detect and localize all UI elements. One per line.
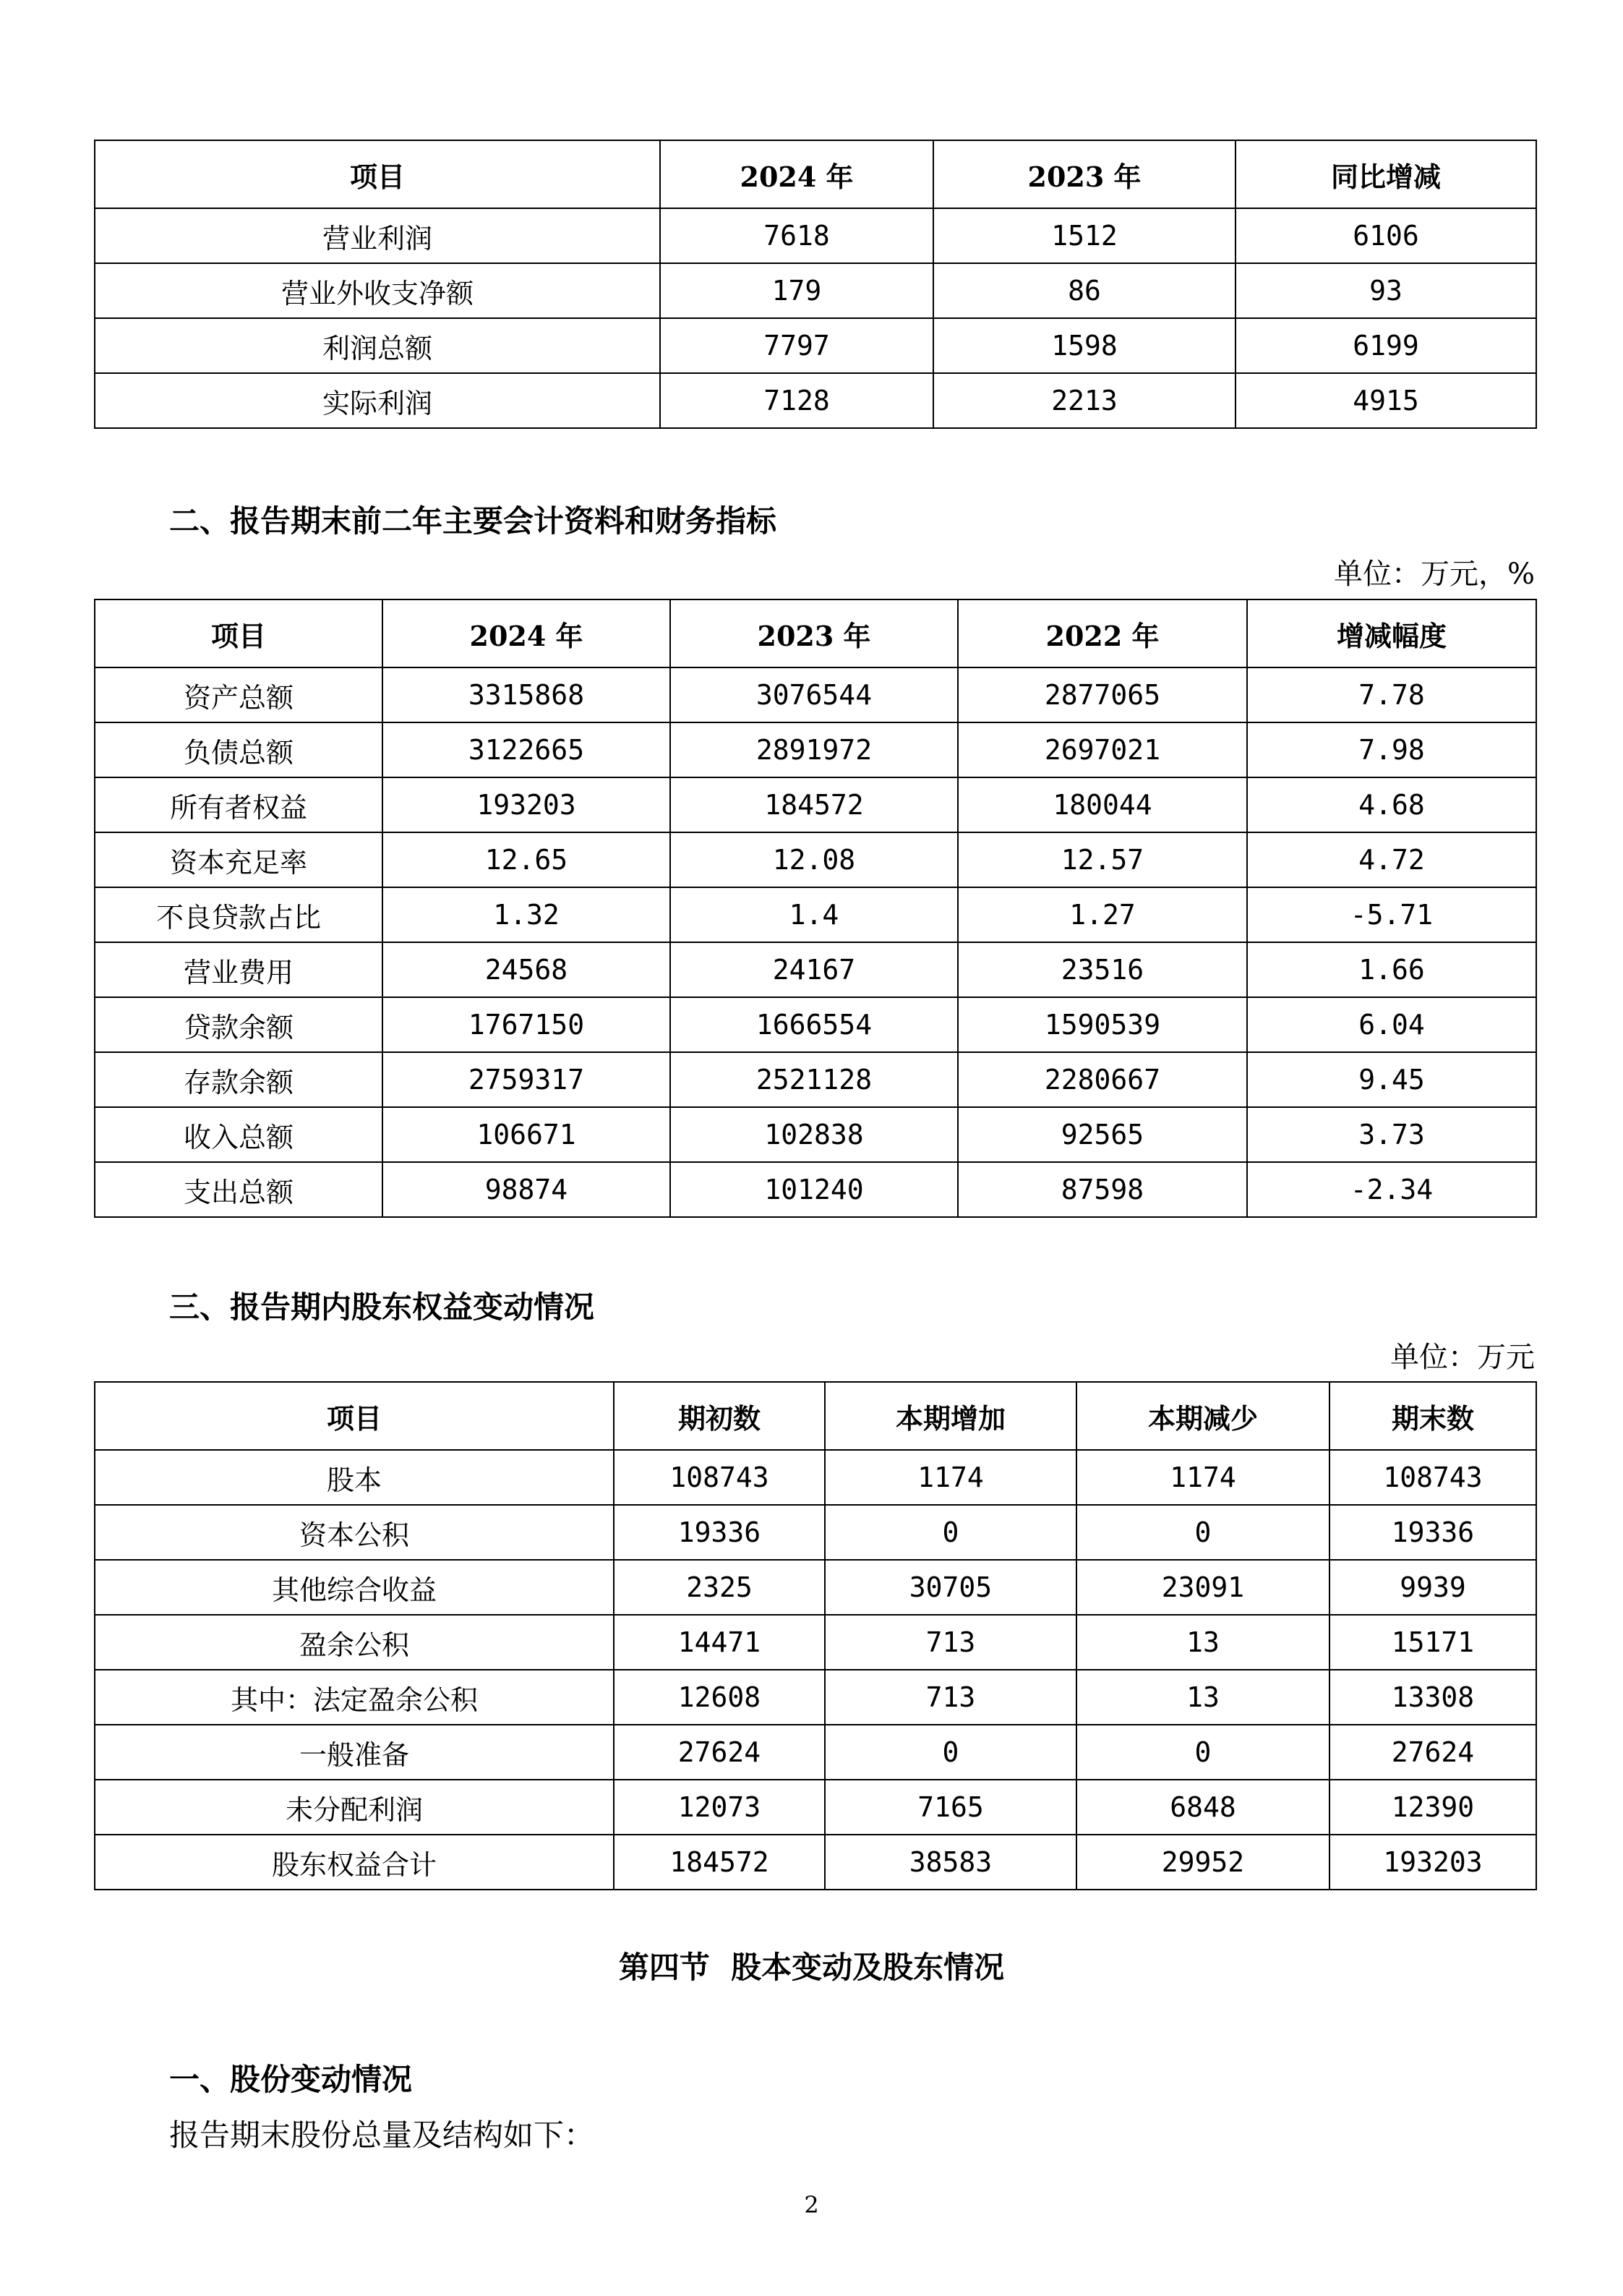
cell: 4.68 bbox=[1247, 777, 1536, 832]
cell: 13 bbox=[1076, 1670, 1329, 1725]
table-row bbox=[95, 1107, 1536, 1162]
header-cell: 2022 年 bbox=[958, 599, 1247, 667]
cell: 184572 bbox=[614, 1835, 825, 1890]
row-label: 所有者权益 bbox=[95, 777, 382, 832]
table-row bbox=[95, 1162, 1536, 1217]
cell: 23091 bbox=[1076, 1560, 1329, 1615]
cell: 6199 bbox=[1236, 318, 1536, 373]
table-row bbox=[95, 263, 1536, 318]
row-label: 收入总额 bbox=[95, 1107, 382, 1162]
row-label: 股本 bbox=[95, 1450, 614, 1505]
cell: 1174 bbox=[825, 1450, 1076, 1505]
header-cell: 增减幅度 bbox=[1247, 599, 1536, 667]
table-header-row bbox=[95, 140, 1536, 208]
table-row bbox=[95, 373, 1536, 428]
row-label: 存款余额 bbox=[95, 1052, 382, 1107]
cell: 1.32 bbox=[382, 887, 670, 942]
cell: 2759317 bbox=[382, 1052, 670, 1107]
row-label: 负债总额 bbox=[95, 722, 382, 777]
table-row bbox=[95, 208, 1536, 263]
table-row bbox=[95, 942, 1536, 997]
cell: 3315868 bbox=[382, 667, 670, 722]
header-cell: 同比增减 bbox=[1236, 140, 1536, 208]
table-row bbox=[95, 887, 1536, 942]
header-cell: 项目 bbox=[95, 1382, 614, 1450]
cell: 12.08 bbox=[670, 832, 958, 887]
cell: 12608 bbox=[614, 1670, 825, 1725]
cell: 12390 bbox=[1329, 1780, 1536, 1835]
body-text: 报告期末股份总量及结构如下： bbox=[169, 2117, 595, 2153]
cell: 2877065 bbox=[958, 667, 1247, 722]
cell: 92565 bbox=[958, 1107, 1247, 1162]
cell: 0 bbox=[825, 1725, 1076, 1780]
cell: 7618 bbox=[660, 208, 933, 263]
header-cell: 2024 年 bbox=[382, 599, 670, 667]
header-cell: 本期增加 bbox=[825, 1382, 1076, 1450]
cell: 1767150 bbox=[382, 997, 670, 1052]
cell: 108743 bbox=[1329, 1450, 1536, 1505]
header-cell: 2023 年 bbox=[670, 599, 958, 667]
cell: 7.98 bbox=[1247, 722, 1536, 777]
profit-table bbox=[94, 140, 1537, 429]
table-row bbox=[95, 1615, 1536, 1670]
table-row bbox=[95, 1505, 1536, 1560]
cell: 15171 bbox=[1329, 1615, 1536, 1670]
cell: 4915 bbox=[1236, 373, 1536, 428]
financial-indicators-table bbox=[94, 599, 1537, 1218]
cell: 0 bbox=[1076, 1505, 1329, 1560]
cell: 184572 bbox=[670, 777, 958, 832]
table-row bbox=[95, 1725, 1536, 1780]
subsection-title: 一、股份变动情况 bbox=[169, 2062, 413, 2097]
header-cell: 项目 bbox=[95, 140, 660, 208]
table-row bbox=[95, 1835, 1536, 1890]
table-row bbox=[95, 1052, 1536, 1107]
cell: 93 bbox=[1236, 263, 1536, 318]
cell: 7.78 bbox=[1247, 667, 1536, 722]
cell: 101240 bbox=[670, 1162, 958, 1217]
section-title: 三、报告期内股东权益变动情况 bbox=[169, 1289, 595, 1325]
cell: 3.73 bbox=[1247, 1107, 1536, 1162]
row-label: 支出总额 bbox=[95, 1162, 382, 1217]
header-cell: 项目 bbox=[95, 599, 382, 667]
cell: 38583 bbox=[825, 1835, 1076, 1890]
cell: 180044 bbox=[958, 777, 1247, 832]
cell: 179 bbox=[660, 263, 933, 318]
table-row bbox=[95, 1450, 1536, 1505]
cell: 106671 bbox=[382, 1107, 670, 1162]
row-label: 营业费用 bbox=[95, 942, 382, 997]
cell: 24568 bbox=[382, 942, 670, 997]
cell: -5.71 bbox=[1247, 887, 1536, 942]
cell: 1598 bbox=[933, 318, 1236, 373]
cell: 2521128 bbox=[670, 1052, 958, 1107]
table-row bbox=[95, 1560, 1536, 1615]
cell: 1590539 bbox=[958, 997, 1247, 1052]
unit-label: 单位：万元 bbox=[1390, 1341, 1535, 1374]
cell: 2213 bbox=[933, 373, 1236, 428]
cell: 4.72 bbox=[1247, 832, 1536, 887]
cell: 86 bbox=[933, 263, 1236, 318]
row-label: 盈余公积 bbox=[95, 1615, 614, 1670]
cell: 3122665 bbox=[382, 722, 670, 777]
cell: 7797 bbox=[660, 318, 933, 373]
row-label: 营业外收支净额 bbox=[95, 263, 660, 318]
table-row bbox=[95, 667, 1536, 722]
row-label: 贷款余额 bbox=[95, 997, 382, 1052]
cell: 87598 bbox=[958, 1162, 1247, 1217]
table-header-row bbox=[95, 599, 1536, 667]
cell: 0 bbox=[1076, 1725, 1329, 1780]
cell: 23516 bbox=[958, 942, 1247, 997]
page-number: 2 bbox=[804, 2191, 819, 2219]
cell: 713 bbox=[825, 1615, 1076, 1670]
table-row bbox=[95, 318, 1536, 373]
cell: 7128 bbox=[660, 373, 933, 428]
row-label: 利润总额 bbox=[95, 318, 660, 373]
cell: 7165 bbox=[825, 1780, 1076, 1835]
cell: 713 bbox=[825, 1670, 1076, 1725]
cell: 1512 bbox=[933, 208, 1236, 263]
cell: 12.57 bbox=[958, 832, 1247, 887]
cell: 9939 bbox=[1329, 1560, 1536, 1615]
header-cell: 本期减少 bbox=[1076, 1382, 1329, 1450]
cell: 1.4 bbox=[670, 887, 958, 942]
cell: 1666554 bbox=[670, 997, 958, 1052]
row-label: 股东权益合计 bbox=[95, 1835, 614, 1890]
cell: 12.65 bbox=[382, 832, 670, 887]
cell: 14471 bbox=[614, 1615, 825, 1670]
row-label: 其中：法定盈余公积 bbox=[95, 1670, 614, 1725]
cell: 102838 bbox=[670, 1107, 958, 1162]
cell: 98874 bbox=[382, 1162, 670, 1217]
table-row bbox=[95, 997, 1536, 1052]
cell: 108743 bbox=[614, 1450, 825, 1505]
cell: 193203 bbox=[382, 777, 670, 832]
cell: 27624 bbox=[614, 1725, 825, 1780]
cell: 29952 bbox=[1076, 1835, 1329, 1890]
cell: 19336 bbox=[614, 1505, 825, 1560]
cell: 1.27 bbox=[958, 887, 1247, 942]
row-label: 资产总额 bbox=[95, 667, 382, 722]
cell: 24167 bbox=[670, 942, 958, 997]
header-cell: 期初数 bbox=[614, 1382, 825, 1450]
row-label: 不良贷款占比 bbox=[95, 887, 382, 942]
chapter-title: 第四节 股本变动及股东情况 bbox=[618, 1950, 1005, 1985]
cell: 3076544 bbox=[670, 667, 958, 722]
row-label: 资本公积 bbox=[95, 1505, 614, 1560]
cell: 6.04 bbox=[1247, 997, 1536, 1052]
cell: 13 bbox=[1076, 1615, 1329, 1670]
cell: 1174 bbox=[1076, 1450, 1329, 1505]
cell: 13308 bbox=[1329, 1670, 1536, 1725]
cell: 1.66 bbox=[1247, 942, 1536, 997]
cell: 30705 bbox=[825, 1560, 1076, 1615]
table-row bbox=[95, 1670, 1536, 1725]
section-title: 二、报告期末前二年主要会计资料和财务指标 bbox=[169, 503, 777, 539]
cell: 0 bbox=[825, 1505, 1076, 1560]
cell: 2891972 bbox=[670, 722, 958, 777]
header-cell: 期末数 bbox=[1329, 1382, 1536, 1450]
cell: 2280667 bbox=[958, 1052, 1247, 1107]
table-row bbox=[95, 1780, 1536, 1835]
cell: 193203 bbox=[1329, 1835, 1536, 1890]
cell: -2.34 bbox=[1247, 1162, 1536, 1217]
cell: 6848 bbox=[1076, 1780, 1329, 1835]
row-label: 营业利润 bbox=[95, 208, 660, 263]
table-header-row bbox=[95, 1382, 1536, 1450]
header-cell: 2024 年 bbox=[660, 140, 933, 208]
cell: 2697021 bbox=[958, 722, 1247, 777]
table-row bbox=[95, 777, 1536, 832]
cell: 9.45 bbox=[1247, 1052, 1536, 1107]
table-row bbox=[95, 832, 1536, 887]
cell: 6106 bbox=[1236, 208, 1536, 263]
row-label: 资本充足率 bbox=[95, 832, 382, 887]
row-label: 实际利润 bbox=[95, 373, 660, 428]
unit-label: 单位：万元，% bbox=[1333, 558, 1535, 591]
row-label: 未分配利润 bbox=[95, 1780, 614, 1835]
cell: 27624 bbox=[1329, 1725, 1536, 1780]
equity-changes-table bbox=[94, 1381, 1537, 1890]
row-label: 一般准备 bbox=[95, 1725, 614, 1780]
cell: 2325 bbox=[614, 1560, 825, 1615]
table-row bbox=[95, 722, 1536, 777]
cell: 12073 bbox=[614, 1780, 825, 1835]
header-cell: 2023 年 bbox=[933, 140, 1236, 208]
cell: 19336 bbox=[1329, 1505, 1536, 1560]
row-label: 其他综合收益 bbox=[95, 1560, 614, 1615]
